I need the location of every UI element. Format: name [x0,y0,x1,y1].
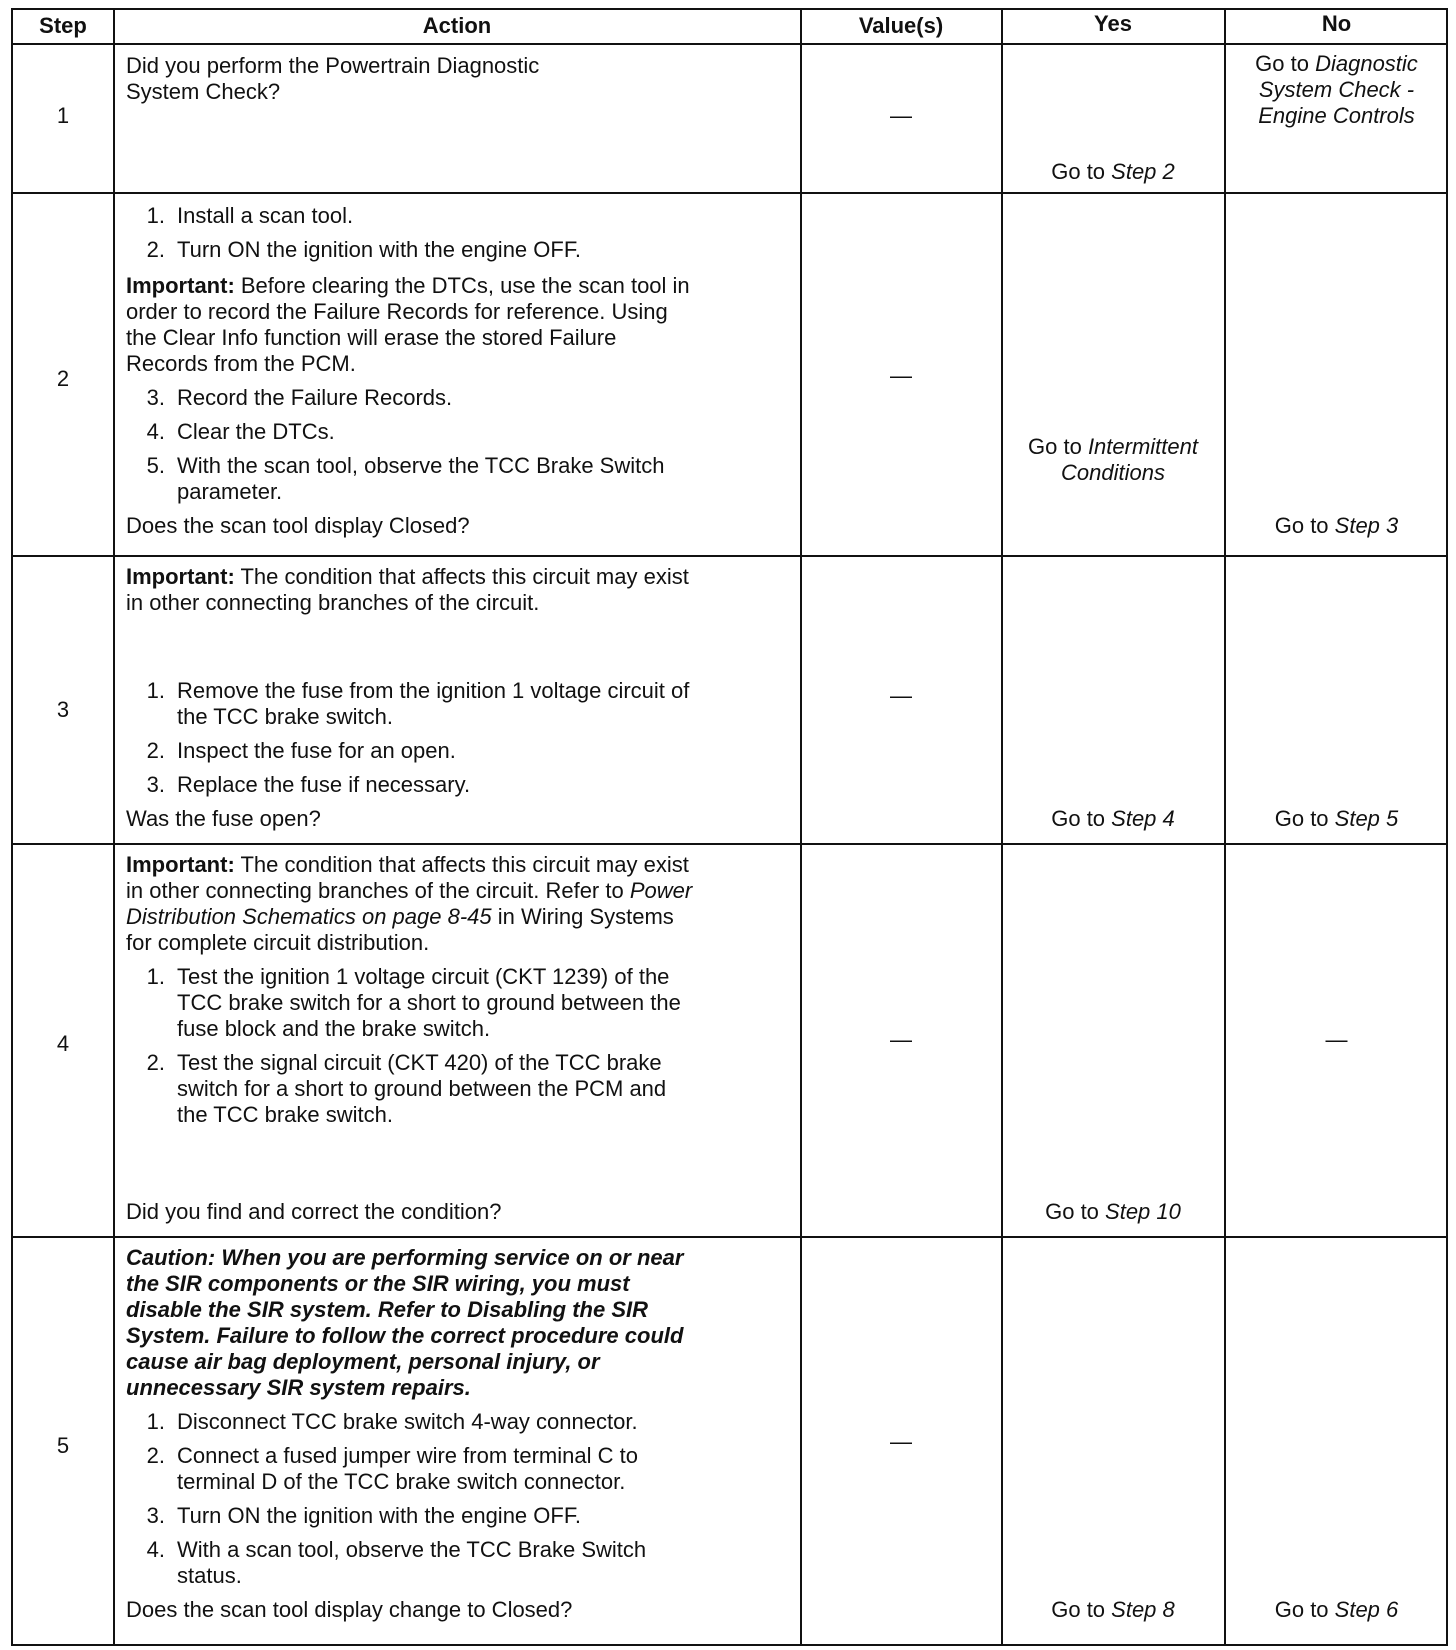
list-item-continuation: parameter. [177,479,283,504]
step-number: 1 [56,103,70,128]
no-goto-line[interactable]: Engine Controls [1258,103,1415,128]
list-item-continuation: TCC brake switch for a short to ground between the [177,990,681,1015]
header-no: No [1321,11,1352,36]
row-divider [13,1236,1446,1238]
question-text: Was the fuse open? [126,806,321,831]
row-divider [13,192,1446,194]
value-cell: — [890,1027,912,1052]
caution-note-line: System. Failure to follow the correct procedure could [126,1323,684,1348]
yes-goto[interactable]: Go to Step 10 [1045,1199,1181,1224]
column-divider [800,10,802,1644]
no-goto[interactable]: Go to Diagnostic [1255,51,1418,76]
important-note-line: Distribution Schematics on page 8-45 in Wiring Systems [126,904,674,929]
no-cell: — [1325,1027,1348,1052]
no-goto-line[interactable]: System Check - [1258,77,1415,102]
important-note-line: in other connecting branches of the circuit. Refer to Power [126,878,693,903]
value-cell: — [890,683,912,708]
list-item-continuation: terminal D of the TCC brake switch connector. [177,1469,626,1494]
caution-note-line: unnecessary SIR system repairs. [126,1375,471,1400]
action-text: System Check? [126,79,281,104]
header-action: Action [422,13,492,38]
header-values: Value(s) [858,13,944,38]
row-divider [13,43,1446,45]
list-item-continuation: switch for a short to ground between the PCM and [177,1076,667,1101]
important-note: Important: The condition that affects this circuit may exist [126,564,689,589]
no-goto[interactable]: Go to Step 5 [1274,806,1399,831]
question-text: Does the scan tool display change to Closed? [126,1597,573,1622]
important-note-line: for complete circuit distribution. [126,930,430,955]
header-yes: Yes [1094,11,1132,36]
row-divider [13,843,1446,845]
no-goto[interactable]: Go to Step 3 [1274,513,1399,538]
header-step: Step [39,13,87,38]
important-note-line: in other connecting branches of the circuit. [126,590,540,615]
step-number: 2 [56,366,70,391]
yes-goto[interactable]: Go to Step 8 [1051,1597,1175,1622]
yes-goto[interactable]: Go to Step 4 [1051,806,1175,831]
list-item-continuation: fuse block and the brake switch. [177,1016,491,1041]
important-note-line: order to record the Failure Records for reference. Using [126,299,668,324]
yes-goto-line[interactable]: Conditions [1061,460,1165,485]
caution-note: Caution: When you are performing service on or near [126,1245,684,1270]
caution-note-line: the SIR components or the SIR wiring, you must [126,1271,630,1296]
action-text: Did you perform the Powertrain Diagnostic [126,53,540,78]
important-note-line: Records from the PCM. [126,351,356,376]
list-item-continuation: the TCC brake switch. [177,1102,394,1127]
step-number: 4 [56,1031,70,1056]
caution-note-line: disable the SIR system. Refer to Disabling the SIR [126,1297,649,1322]
step-number: 5 [56,1433,70,1458]
caution-note-line: cause air bag deployment, personal injury, or [126,1349,600,1374]
column-divider [113,10,115,1644]
yes-goto[interactable]: Go to Step 2 [1051,159,1175,184]
important-note: Important: The condition that affects this circuit may exist [126,852,689,877]
row-divider [13,555,1446,557]
diagnostic-table: Step Action Value(s) Yes No 1 Did you perform the Powertrain Diagnostic System Check? — Go to Step 2 Go to Diagnostic System Check - Engine Controls 2 1. Install a scan tool. 2. Turn ON the ignition with the engine OFF. Important: Before clearing the DTCs, use the scan tool in order to record the Failure Records for reference. Using the Clear Info function will erase the stored Failure Records from the PCM. 3. Record the Failure Records. 4. Clear the DTCs. 5. With the scan tool, observe the TCC Brake Switch parameter. Does the scan tool display Closed? — Go to Intermittent Conditions Go to Step 3 3 Important: The condition that affects this circuit may exist in other connecting branches of the circuit. 1. Remove the fuse from the ignition 1 voltage circuit of the TCC brake switch. 2. Inspect the fuse for an open. 3. Replace the fuse if necessary. Was the fuse open? — Go to Step 4 Go to Step 5 4 Important: The condition that affects this circuit may exist in other connecting branches of the circuit. Refer to Power Distribution Schematics on page 8-45 in Wiring Systems for complete circuit distribution. 1. Test the ignition 1 voltage circuit (CKT 1239) of the TCC brake switch for a short to ground between the fuse block and the brake switch. 2. Test the signal circuit (CKT 420) of the TCC brake switch for a short to ground between the PCM and the TCC brake switch. Did you find and correct the condition? — Go to Step 10 — 5 Caution: When you are performing service on or near the SIR components or the SIR wiring, you must disable the SIR system. Refer to Disabling the SIR System. Failure to follow the correct procedure could cause air bag deployment, personal injury, or unnecessary SIR system repairs. 1. Disconnect TCC brake switch 4-way connector. 2. Connect a fused jumper wire from terminal C to terminal D of the TCC brake switch connector. 3. Turn ON the ignition with the engine OFF. 4. With a scan tool, observe the TCC Brake Switch status. Does the scan tool display change to Closed? — Go to Step 8 Go to Step 6 [11,8,1448,1646]
no-goto[interactable]: Go to Step 6 [1274,1597,1399,1622]
list-item-continuation: the TCC brake switch. [177,704,394,729]
value-cell: — [890,1429,912,1454]
important-note-line: the Clear Info function will erase the stored Failure [126,325,617,350]
value-cell: — [890,103,912,128]
yes-goto[interactable]: Go to Intermittent [1028,434,1198,459]
step-number: 3 [56,697,70,722]
list-item-continuation: status. [177,1563,242,1588]
important-note: Important: Before clearing the DTCs, use the scan tool in [126,273,690,298]
question-text: Does the scan tool display Closed? [126,513,470,538]
value-cell: — [890,363,912,388]
question-text: Did you find and correct the condition? [126,1199,502,1224]
